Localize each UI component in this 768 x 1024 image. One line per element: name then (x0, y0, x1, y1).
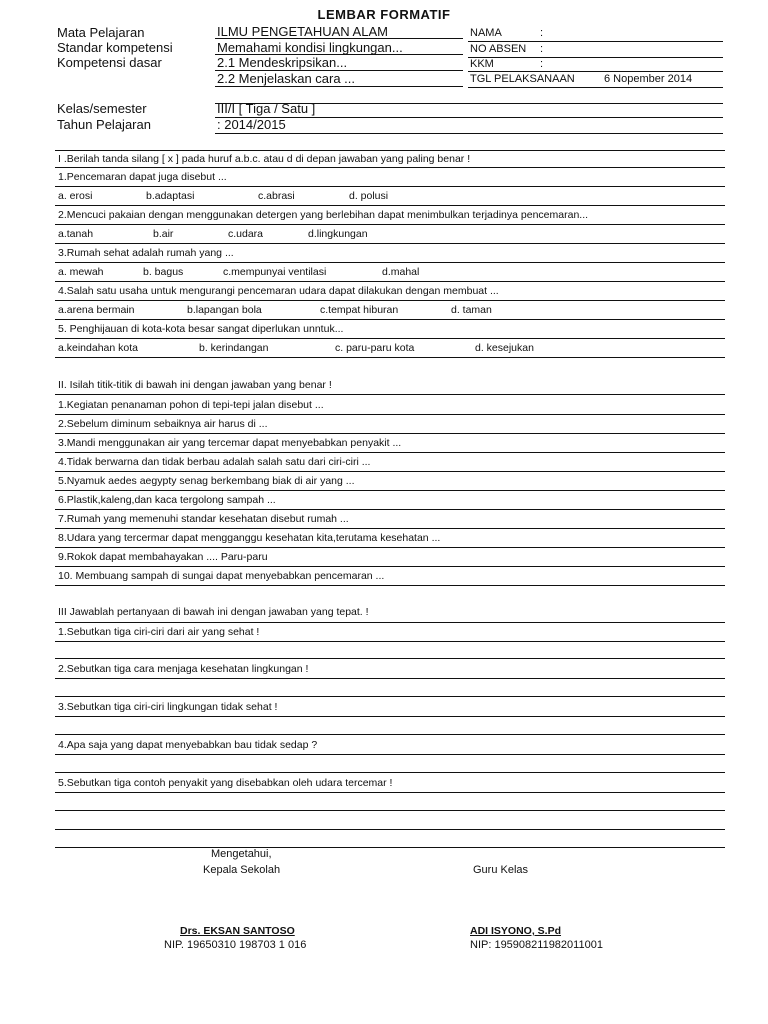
s1-q1-option-c[interactable]: c.abrasi (258, 190, 295, 202)
answer-line[interactable] (55, 696, 725, 697)
s1-q3-option-c[interactable]: c.mempunyai ventilasi (223, 266, 327, 278)
rule (55, 566, 725, 567)
s1-q4-option-c[interactable]: c.tempat hiburan (320, 304, 399, 316)
answer-line[interactable] (55, 847, 725, 848)
label-kelas-semester: Kelas/semester (57, 101, 147, 116)
rule (55, 509, 725, 510)
rule (55, 433, 725, 434)
s1-q2-option-c[interactable]: c.udara (228, 228, 264, 240)
s2-question-5: 5.Nyamuk aedes aegypty senag berkembang biak di air yang ... (58, 475, 355, 487)
s2-question-4: 4.Tidak berwarna dan tidak berbau adalah salah satu dari ciri-ciri ... (58, 456, 371, 468)
s3-question-2: 2.Sebutkan tiga cara menjaga kesehatan lingkungan ! (58, 663, 309, 675)
label-standar-kompetensi: Standar kompetensi (57, 40, 173, 55)
s1-q1-option-b[interactable]: b.adaptasi (146, 190, 195, 202)
rule (55, 319, 725, 320)
s2-question-8: 8.Udara yang tercermar dapat mengganggu kesehatan kita,terutama kesehatan ... (58, 532, 441, 544)
rule (55, 585, 725, 586)
s2-question-3: 3.Mandi menggunakan air yang tercemar dapat menyebabkan penyakit ... (58, 437, 402, 449)
sig-mengetahui: Mengetahui, (211, 848, 272, 860)
s1-q5-option-b[interactable]: b. kerindangan (199, 342, 269, 354)
sig-name-kepala-sekolah: Drs. EKSAN SANTOSO (180, 925, 295, 937)
field-underline (468, 57, 723, 58)
rule (55, 471, 725, 472)
s2-question-2: 2.Sebelum diminum sebaiknya air harus di ... (58, 418, 268, 430)
label-tgl-pelaksanaan: TGL PELAKSANAAN (470, 73, 575, 85)
rule (55, 150, 725, 151)
s3-question-3: 3.Sebutkan tiga ciri-ciri lingkungan tidak sehat ! (58, 701, 278, 713)
rule (55, 528, 725, 529)
s1-q5-option-a[interactable]: a.keindahan kota (58, 342, 138, 354)
value-kelas-semester: III/I [ Tiga / Satu ] (217, 101, 316, 116)
s1-q1-option-d[interactable]: d. polusi (349, 190, 389, 202)
s1-q5-option-d[interactable]: d. kesejukan (475, 342, 534, 354)
rule (55, 394, 725, 395)
rule (55, 641, 725, 642)
rule (55, 414, 725, 415)
document-title: LEMBAR FORMATIF (317, 7, 451, 22)
sig-guru-kelas: Guru Kelas (473, 864, 529, 876)
field-underline (215, 86, 463, 87)
field-underline (468, 41, 723, 42)
rule (55, 716, 725, 717)
sig-kepala-sekolah: Kepala Sekolah (203, 864, 281, 876)
value-tahun-pelajaran: : 2014/2015 (217, 117, 286, 132)
field-underline (215, 70, 463, 71)
label-kompetensi-dasar: Kompetensi dasar (57, 55, 162, 70)
s1-question-3: 3.Rumah sehat adalah rumah yang ... (58, 247, 234, 259)
rule (55, 490, 725, 491)
label-tahun-pelajaran: Tahun Pelajaran (57, 117, 151, 132)
s1-question-5: 5. Penghijauan di kota-kota besar sangat diperlukan unntuk... (58, 323, 344, 335)
value-kkm[interactable]: : (540, 58, 544, 70)
s1-q4-option-d[interactable]: d. taman (451, 304, 492, 316)
value-nama[interactable]: : (540, 27, 544, 39)
field-underline (215, 103, 723, 104)
s1-q2-option-d[interactable]: d.lingkungan (308, 228, 368, 240)
rule (55, 300, 725, 301)
section1-instruction: I .Berilah tanda silang [ x ] pada huruf a.b.c. atau d di depan jawaban yang paling benar ! (58, 153, 471, 165)
rule (55, 262, 725, 263)
section2-instruction: II. Isilah titik-titik di bawah ini dengan jawaban yang benar ! (58, 379, 332, 391)
sig-name-guru-kelas: ADI ISYONO, S.Pd (470, 925, 562, 937)
field-underline (215, 133, 723, 134)
s2-question-1: 1.Kegiatan penanaman pohon di tepi-tepi jalan disebut ... (58, 399, 324, 411)
s3-question-5: 5.Sebutkan tiga contoh penyakit yang disebabkan oleh udara tercemar ! (58, 777, 393, 789)
field-underline (468, 71, 723, 72)
rule (55, 167, 725, 168)
s3-question-1: 1.Sebutkan tiga ciri-ciri dari air yang sehat ! (58, 626, 260, 638)
s2-question-6: 6.Plastik,kaleng,dan kaca tergolong sampah ... (58, 494, 276, 506)
rule (55, 205, 725, 206)
s2-question-7: 7.Rumah yang memenuhi standar kesehatan disebut rumah ... (58, 513, 349, 525)
s1-question-1: 1.Pencemaran dapat juga disebut ... (58, 171, 227, 183)
label-nama: NAMA (470, 27, 502, 39)
s1-q1-option-a[interactable]: a. erosi (58, 190, 93, 202)
rule (55, 678, 725, 679)
s1-question-4: 4.Salah satu usaha untuk mengurangi pencemaran udara dapat dilakukan dengan membuat ... (58, 285, 499, 297)
sig-nip-kepala-sekolah: NIP. 19650310 198703 1 016 (164, 939, 307, 951)
s3-question-4: 4.Apa saja yang dapat menyebabkan bau tidak sedap ? (58, 739, 318, 751)
s1-q3-option-d[interactable]: d.mahal (382, 266, 420, 278)
s2-question-10: 10. Membuang sampah di sungai dapat menyebabkan pencemaran ... (58, 570, 385, 582)
value-standar-kompetensi: Memahami kondisi lingkungan... (217, 40, 403, 55)
s1-q2-option-b[interactable]: b.air (153, 228, 174, 240)
rule (55, 186, 725, 187)
label-kkm: KKM (470, 58, 494, 70)
rule (55, 547, 725, 548)
rule (55, 357, 725, 358)
s1-question-2: 2.Mencuci pakaian dengan menggunakan detergen yang berlebihan dapat menimbulkan terjadinya pencemaran... (58, 209, 589, 221)
rule (55, 452, 725, 453)
section3-instruction: III Jawablah pertanyaan di bawah ini dengan jawaban yang tepat. ! (58, 606, 369, 618)
rule (55, 281, 725, 282)
answer-line[interactable] (55, 810, 725, 811)
value-mata-pelajaran: ILMU PENGETAHUAN ALAM (217, 24, 388, 39)
rule (55, 338, 725, 339)
field-underline (215, 54, 463, 55)
rule (55, 754, 725, 755)
s1-q3-option-b[interactable]: b. bagus (143, 266, 184, 278)
answer-line[interactable] (55, 829, 725, 830)
s1-q4-option-b[interactable]: b.lapangan bola (187, 304, 262, 316)
value-no-absen[interactable]: : (540, 43, 544, 55)
rule (55, 792, 725, 793)
answer-line[interactable] (55, 772, 725, 773)
s1-q5-option-c[interactable]: c. paru-paru kota (335, 342, 415, 354)
rule (55, 243, 725, 244)
label-no-absen: NO ABSEN (470, 43, 527, 55)
value-tgl-pelaksanaan: 6 Nopember 2014 (604, 73, 693, 85)
s1-q3-option-a[interactable]: a. mewah (58, 266, 104, 278)
field-underline (215, 117, 723, 118)
s2-question-9: 9.Rokok dapat membahayakan .... Paru-paru (58, 551, 268, 563)
field-underline (215, 38, 463, 39)
field-underline (468, 87, 723, 88)
sig-nip-guru-kelas: NIP: 195908211982011001 (470, 939, 603, 951)
rule (55, 224, 725, 225)
s1-q4-option-a[interactable]: a.arena bermain (58, 304, 135, 316)
label-mata-pelajaran: Mata Pelajaran (57, 25, 145, 40)
value-kompetensi-dasar-2: 2.2 Menjelaskan cara ... (217, 71, 356, 86)
value-kompetensi-dasar-1: 2.1 Mendeskripsikan... (217, 55, 348, 70)
rule (55, 622, 725, 623)
s1-q2-option-a[interactable]: a.tanah (58, 228, 94, 240)
answer-line[interactable] (55, 734, 725, 735)
answer-line[interactable] (55, 658, 725, 659)
